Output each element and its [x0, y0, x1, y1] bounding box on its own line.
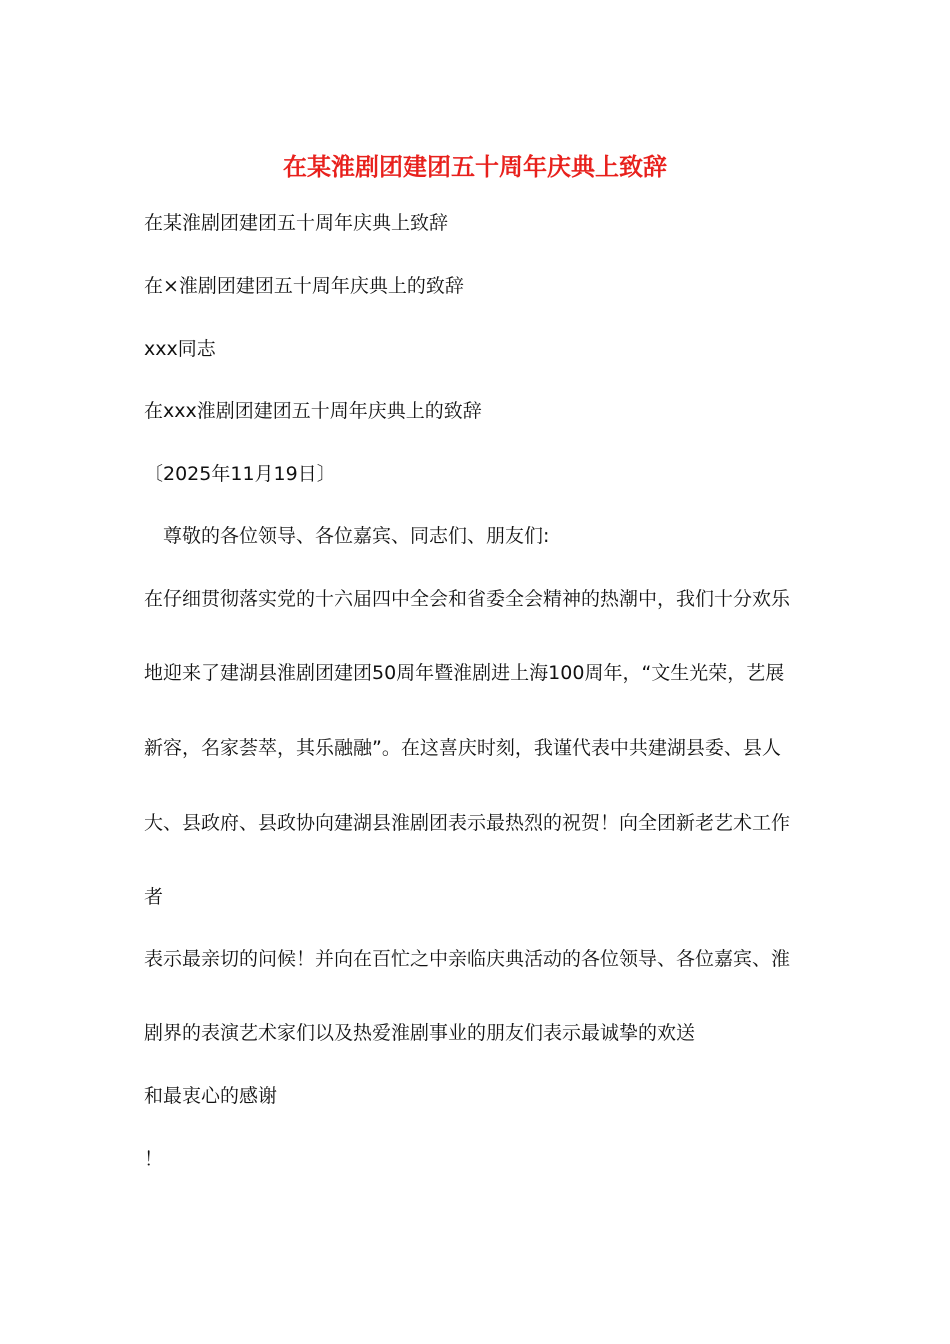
body-line: 大、县政府、县政协向建湖县淮剧团表示最热烈的祝贺！向全团新老艺术工作 — [144, 812, 791, 834]
document-title: 在某淮剧团建团五十周年庆典上致辞 — [283, 152, 667, 181]
speech-title-line: 在×淮剧团建团五十周年庆典上的致辞 — [144, 275, 464, 297]
body-line: 者 — [144, 886, 164, 908]
body-line: 剧界的表演艺术家们以及热爱淮剧事业的朋友们表示最诚挚的欢送 — [144, 1022, 696, 1044]
body-line: 在仔细贯彻落实党的十六届四中全会和省委全会精神的热潮中，我们十分欢乐 — [144, 588, 791, 610]
date-line: 〔2025年11月19日〕 — [144, 463, 336, 485]
body-line: 和最衷心的感谢 — [144, 1085, 278, 1107]
body-line: ！ — [144, 1148, 164, 1170]
speaker-line: xxx同志 — [144, 338, 216, 360]
body-line: 地迎来了建湖县淮剧团建团50周年暨淮剧进上海100周年，“文生光荣，艺展 — [144, 662, 785, 684]
body-line: 新容，名家荟萃，其乐融融”。在这喜庆时刻，我谨代表中共建湖县委、县人 — [144, 737, 781, 759]
body-line: 表示最亲切的问候！并向在百忙之中亲临庆典活动的各位领导、各位嘉宾、淮 — [144, 948, 791, 970]
subtitle-line: 在某淮剧团建团五十周年庆典上致辞 — [144, 212, 449, 234]
speech-heading-line: 在xxx淮剧团建团五十周年庆典上的致辞 — [144, 400, 482, 422]
salutation-line: 尊敬的各位领导、各位嘉宾、同志们、朋友们: — [163, 525, 550, 547]
